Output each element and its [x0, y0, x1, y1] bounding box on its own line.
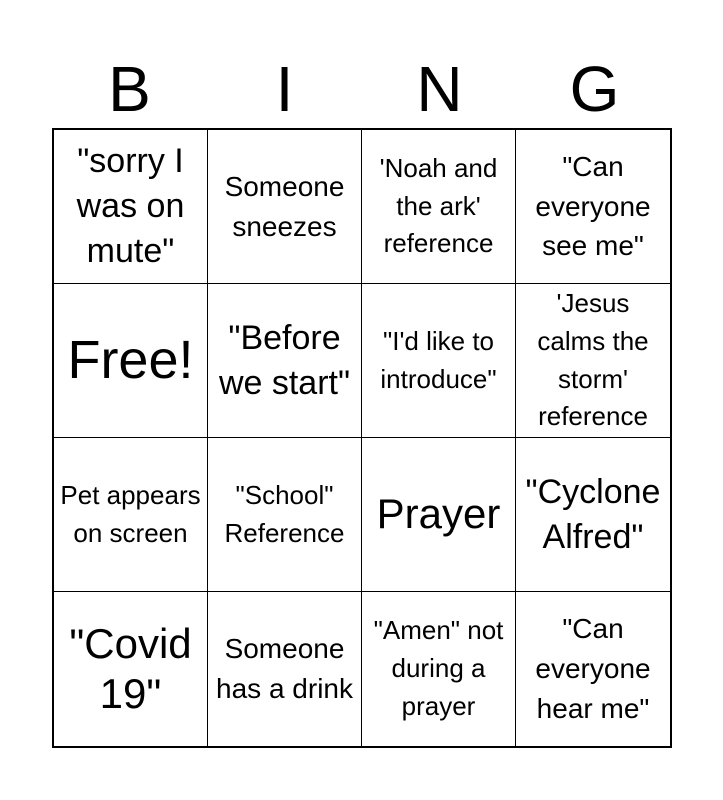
bingo-cell[interactable] — [362, 130, 516, 284]
bingo-cell[interactable] — [362, 284, 516, 438]
bingo-cell-text: Someone sneezes — [224, 170, 345, 242]
bingo-cell[interactable] — [208, 592, 362, 746]
bingo-cell-text: "Covid 19" — [69, 619, 192, 717]
bingo-cell-text: "School" Reference — [224, 479, 345, 548]
header-letter-i: I — [275, 53, 294, 125]
bingo-cell-text: 'Noah and the ark' reference — [379, 152, 498, 259]
bingo-cell-text: Prayer — [376, 490, 501, 538]
header-letter-b: B — [108, 53, 151, 125]
bingo-cell-free-space[interactable] — [54, 284, 208, 438]
bingo-cell[interactable] — [208, 284, 362, 438]
bingo-cell[interactable] — [516, 284, 670, 438]
bingo-cell-text: "Cyclone Alfred" — [525, 472, 661, 556]
bingo-cell-text: "I'd like to introduce" — [380, 325, 497, 394]
header-letter-n: N — [416, 53, 463, 125]
bingo-cell-text: Pet appears on screen — [60, 479, 201, 548]
bingo-cell[interactable] — [54, 130, 208, 284]
bingo-cell-text: "Amen" not during a prayer — [373, 615, 504, 721]
bingo-cell-text: "Before we start" — [218, 318, 351, 402]
bingo-card-grid — [52, 128, 672, 748]
bingo-cell[interactable] — [208, 130, 362, 284]
bingo-cell-text: "sorry I was on mute" — [76, 142, 185, 270]
header-letter-g: G — [569, 53, 620, 125]
bingo-cell[interactable] — [516, 130, 670, 284]
bingo-cell-text: Someone has a drink — [216, 633, 353, 704]
bingo-cell[interactable] — [54, 592, 208, 746]
bingo-cell[interactable] — [54, 438, 208, 592]
bingo-cell[interactable] — [208, 438, 362, 592]
bingo-cell-text: "Can everyone see me" — [535, 150, 651, 262]
bingo-header — [52, 50, 672, 128]
bingo-cell[interactable] — [362, 438, 516, 592]
bingo-cell[interactable] — [362, 592, 516, 746]
bingo-cell-text: "Can everyone hear me" — [535, 613, 651, 724]
bingo-cell[interactable] — [516, 438, 670, 592]
bingo-cell[interactable] — [516, 592, 670, 746]
bingo-cell-text: Free! — [67, 329, 194, 390]
bingo-cell-text: 'Jesus calms the storm' reference — [537, 288, 649, 432]
